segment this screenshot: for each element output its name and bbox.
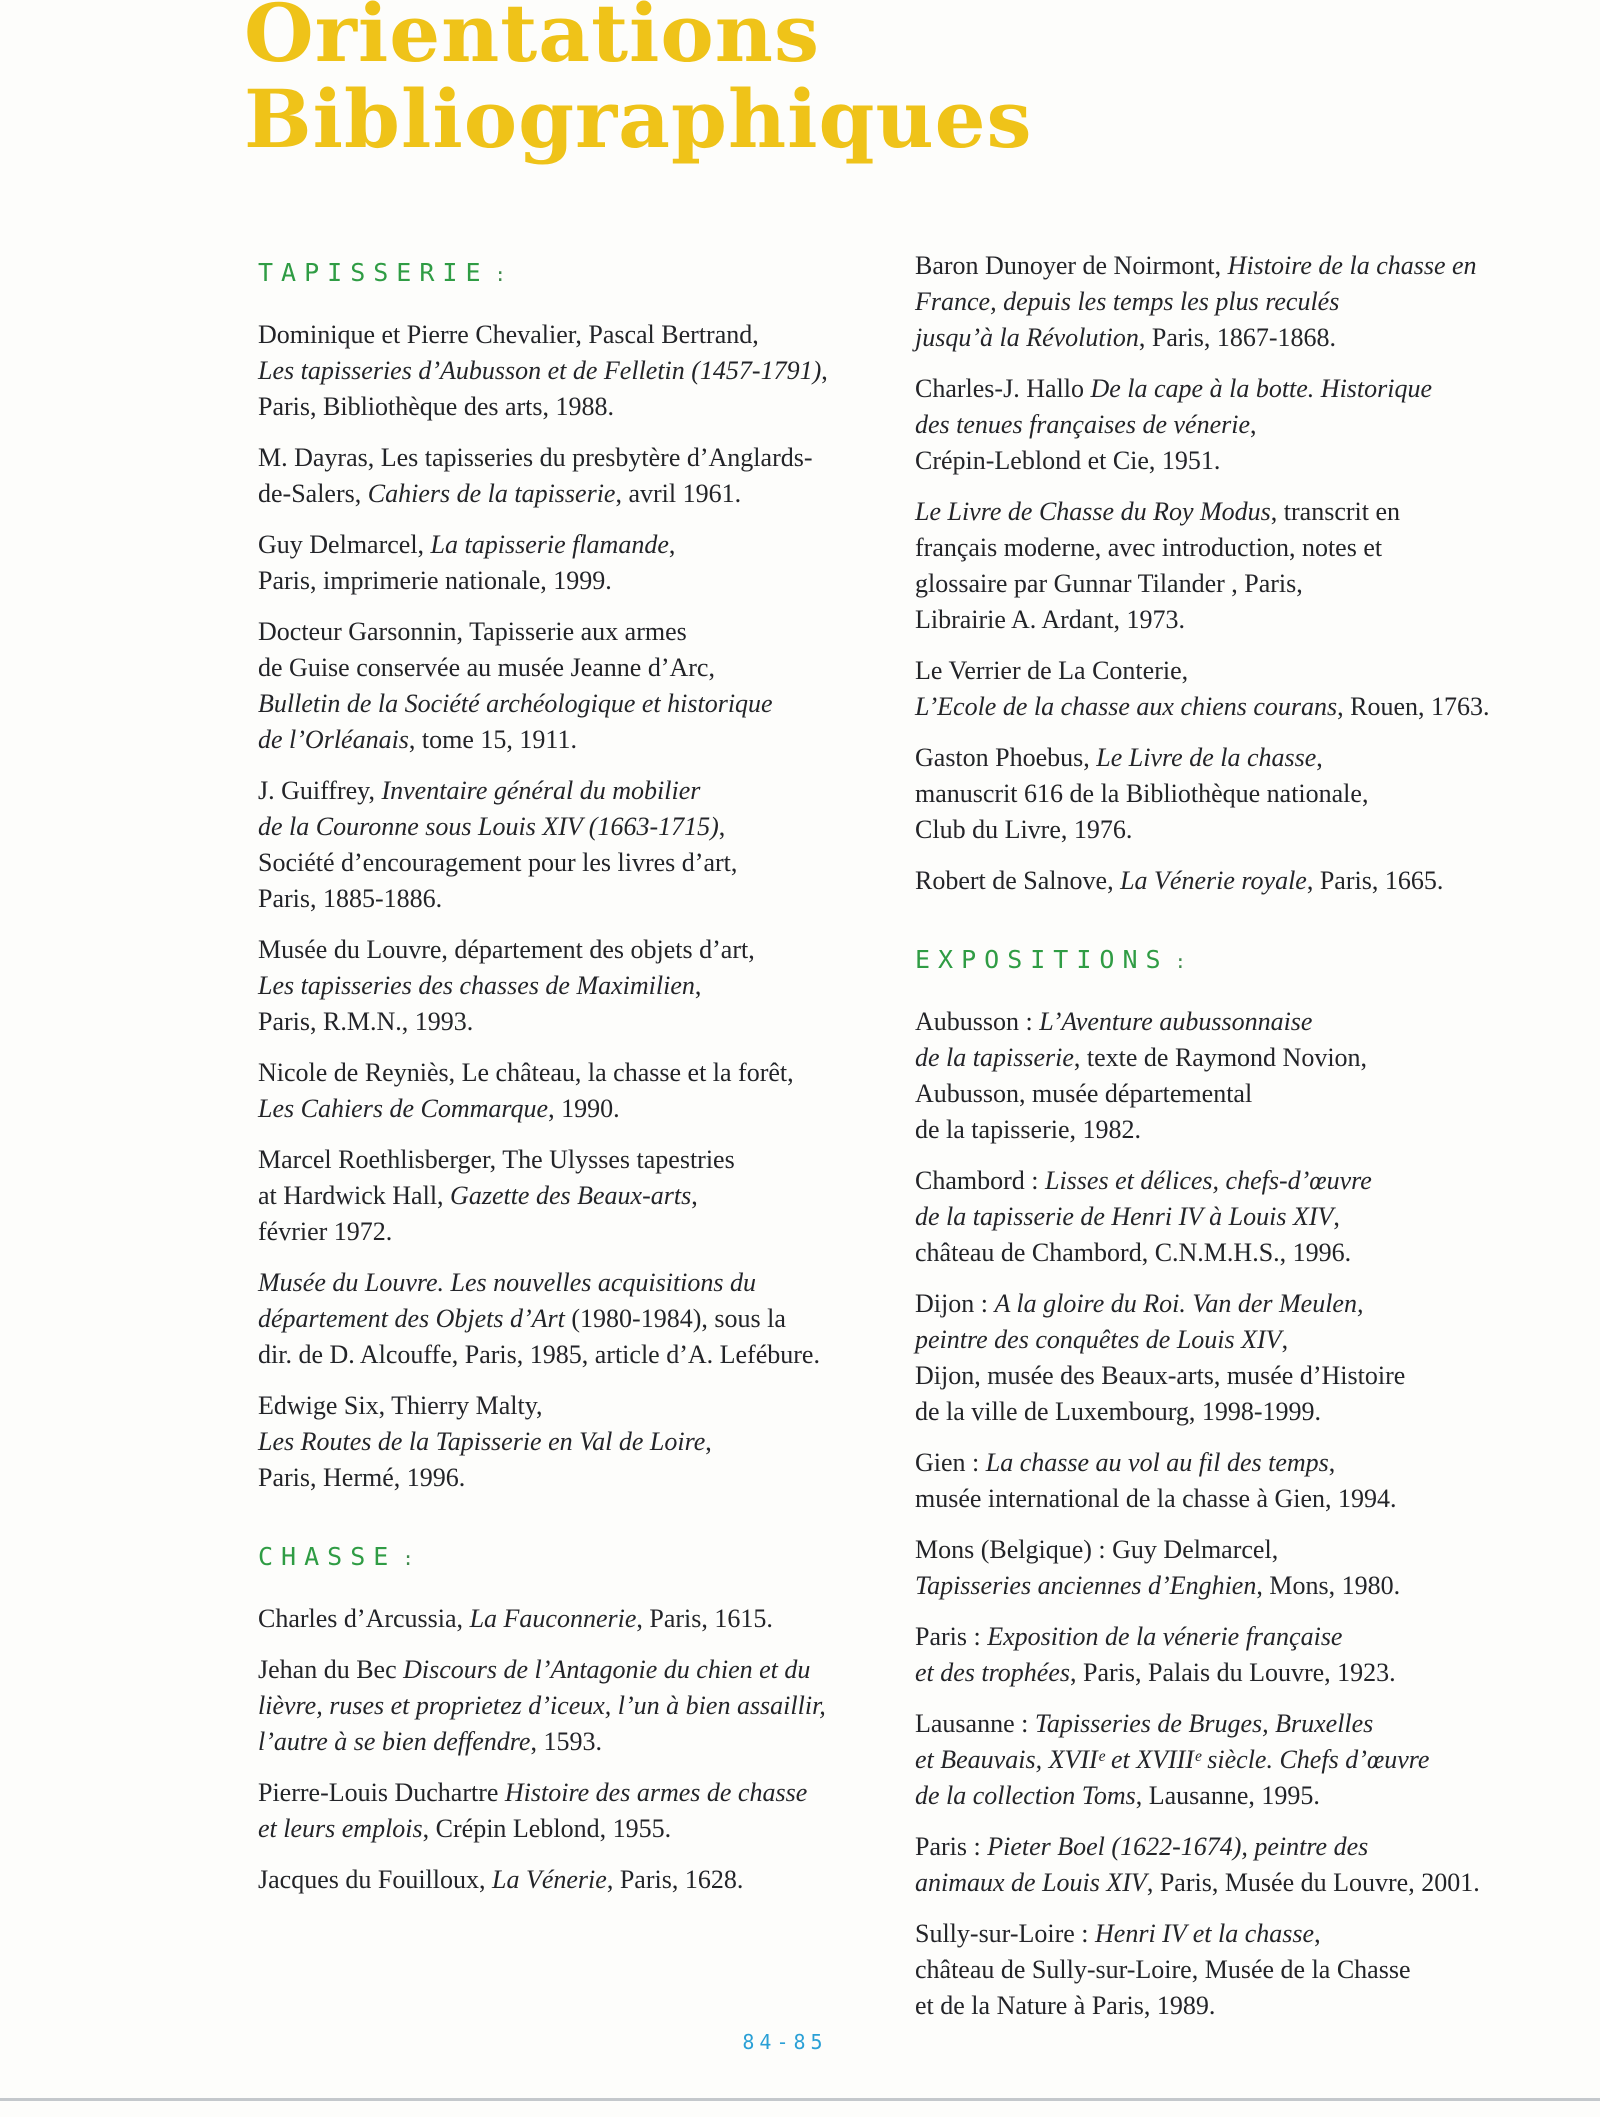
entry-line (258, 1601, 913, 1637)
entry-work-title: Bulletin de la Société archéologique et historique (258, 689, 773, 718)
entry-text: , transcrit en (1270, 497, 1401, 526)
entry-line (915, 1706, 1580, 1742)
entry-text: Paris, Bibliothèque des arts, 1988. (258, 392, 615, 421)
entry-line (258, 440, 913, 476)
entry-work-title: de la Couronne sous Louis XIV (1663-1715) (258, 812, 719, 841)
entry-work-title: département des Objets d’Art (258, 1304, 565, 1333)
bib-entry (258, 440, 913, 512)
entry-text: glossaire par Gunnar Tilander , Paris, (915, 569, 1303, 598)
entry-text: de la ville de Luxembourg, 1998-1999. (915, 1397, 1322, 1426)
entry-text: Musée du Louvre, département des objets d’art, (258, 935, 755, 964)
section-heading-tapisserie (258, 258, 913, 287)
entry-text: , Lausanne, 1995. (1135, 1781, 1320, 1810)
entry-text: Paris : (915, 1832, 988, 1861)
entry-text: Marcel Roethlisberger, The Ulysses tapestries (258, 1145, 735, 1174)
entry-work-title: Les Cahiers de Commarque (258, 1094, 549, 1123)
bib-entry (258, 773, 913, 917)
entry-work-title: La Vénerie royale (1120, 866, 1307, 895)
entry-line (915, 566, 1580, 602)
entry-line (258, 1142, 913, 1178)
entry-line (915, 284, 1580, 320)
bib-entry (258, 1388, 913, 1496)
section-heading-label: TAPISSERIE (258, 258, 489, 287)
bib-entry (915, 494, 1580, 638)
entry-text: , (691, 1181, 698, 1210)
entry-text: Société d’encouragement pour les livres d’art, (258, 848, 738, 877)
entry-work-title: Pieter Boel (1622-1674), peintre des (987, 1832, 1369, 1861)
entry-line (258, 614, 913, 650)
entry-line (258, 1004, 913, 1040)
entry-text: Edwige Six, Thierry Malty, (258, 1391, 543, 1420)
entry-text: Mons (Belgique) : Guy Delmarcel, (915, 1535, 1279, 1564)
entry-work-title: Le Livre de Chasse du Roy Modus (915, 497, 1271, 526)
bib-entry (915, 1706, 1580, 1814)
entry-line (915, 1481, 1580, 1517)
bib-entry (915, 248, 1580, 356)
section-heading-expositions (915, 945, 1580, 974)
entry-work-title: lièvre, ruses et proprietez d’iceux, l’un à bien assaillir, (258, 1691, 826, 1720)
entry-line (915, 1076, 1580, 1112)
entry-line (915, 1286, 1580, 1322)
entry-work-title: de la collection Toms (915, 1781, 1136, 1810)
entry-text: , (694, 971, 702, 1000)
entry-text: J. Guiffrey, (258, 776, 382, 805)
entry-work-title: La chasse au vol au fil des temps (985, 1448, 1329, 1477)
entry-line (915, 1199, 1580, 1235)
entry-line (258, 881, 913, 917)
entry-line (258, 932, 913, 968)
entry-line (915, 1916, 1580, 1952)
entry-text: de Guise conservée au musée Jeanne d’Arc, (258, 653, 715, 682)
entry-line (915, 1040, 1580, 1076)
entry-text: , 1593. (530, 1727, 602, 1756)
entry-line (258, 1301, 913, 1337)
entry-work-title: Gazette des Beaux-arts (450, 1181, 692, 1210)
entry-work-title: Inventaire général du mobilier (381, 776, 701, 805)
bib-entry (258, 614, 913, 758)
entry-line (915, 1112, 1580, 1148)
entry-line (258, 773, 913, 809)
entry-line (915, 1322, 1580, 1358)
entry-line (915, 602, 1580, 638)
scan-edge-line (0, 2098, 1600, 2101)
entry-work-title: peintre des conquêtes de Louis XIV (915, 1325, 1282, 1354)
page-number: 84-85 (742, 2030, 828, 2054)
entry-line (915, 1865, 1580, 1901)
entry-line (258, 1724, 913, 1760)
entry-line (915, 371, 1580, 407)
entry-text: Charles d’Arcussia, (258, 1604, 470, 1633)
entry-text: , Paris, 1615. (636, 1604, 773, 1633)
bib-entry (258, 527, 913, 599)
entry-line (915, 1619, 1580, 1655)
entry-work-title: de l’Orléanais (258, 725, 409, 754)
entry-text: et de la Nature à Paris, 1989. (915, 1991, 1216, 2020)
entry-work-title: Lisses et délices, chefs-d’œuvre (1045, 1166, 1372, 1195)
entry-work-title: Tapisseries de Bruges, Bruxelles (1034, 1709, 1374, 1738)
entry-line (258, 1091, 913, 1127)
entry-text: Gaston Phoebus, (915, 743, 1097, 772)
entry-line (915, 494, 1580, 530)
entry-work-title: Les Routes de la Tapisserie en Val de Loire (258, 1427, 706, 1456)
entry-work-title: et Beauvais, XVIIᵉ et XVIIIᵉ siècle. Chefs d’œuvre (915, 1745, 1430, 1774)
entry-work-title: de la tapisserie de Henri IV à Louis XIV (915, 1202, 1334, 1231)
bib-entry (915, 740, 1580, 848)
entry-work-title: La Fauconnerie (469, 1604, 637, 1633)
entry-text: , tome 15, 1911. (408, 725, 577, 754)
section-heading-chasse (258, 1542, 913, 1571)
entry-line (258, 1178, 913, 1214)
entry-text: Nicole de Reyniès, Le château, la chasse et la forêt, (258, 1058, 794, 1087)
entry-work-title: France, depuis les temps les plus reculés (915, 287, 1340, 316)
entry-text: , Paris, 1665. (1306, 866, 1444, 895)
entry-work-title: Histoire des armes de chasse (504, 1778, 808, 1807)
entry-work-title: de la tapisserie (915, 1043, 1074, 1072)
entry-line (915, 443, 1580, 479)
entry-text: dir. de D. Alcouffe, Paris, 1985, article d’A. Lefébure. (258, 1340, 820, 1369)
entry-work-title: des tenues françaises de vénerie (915, 410, 1251, 439)
bib-entry (915, 863, 1580, 899)
entry-line (258, 1265, 913, 1301)
entry-line (258, 845, 913, 881)
entry-line (258, 527, 913, 563)
entry-text: , (1328, 1448, 1336, 1477)
entry-text: Jehan du Bec (258, 1655, 404, 1684)
entry-work-title: L’Aventure aubussonnaise (1039, 1007, 1313, 1036)
entry-line (258, 1460, 913, 1496)
bib-entry (258, 932, 913, 1040)
entry-text: Chambord : (915, 1166, 1045, 1195)
entry-work-title: La Vénerie (492, 1865, 607, 1894)
entry-text: Librairie A. Ardant, 1973. (915, 605, 1186, 634)
entry-text: , (1316, 743, 1323, 772)
entry-text: Lausanne : (915, 1709, 1035, 1738)
entry-text: Le Verrier de La Conterie, (915, 656, 1189, 685)
entry-text: , (1281, 1325, 1289, 1354)
entry-line (258, 968, 913, 1004)
entry-work-title: De la cape à la botte. Historique (1090, 374, 1433, 403)
entry-work-title: Discours de l’Antagonie du chien et du (403, 1655, 811, 1684)
entry-text: , Paris, 1867-1868. (1138, 323, 1337, 352)
entry-line (915, 1163, 1580, 1199)
entry-line (258, 1055, 913, 1091)
entry-text: , (668, 530, 676, 559)
entry-line (915, 1358, 1580, 1394)
entry-work-title: Les tapisseries des chasses de Maximilien (258, 971, 695, 1000)
entry-text: , avril 1961. (615, 479, 742, 508)
section-heading-colon: : (494, 264, 506, 286)
entry-text: Paris, imprimerie nationale, 1999. (258, 566, 612, 595)
page-title-line-1: Orientations (244, 0, 820, 80)
entry-text: (1980-1984), sous la (564, 1304, 786, 1333)
entry-line (915, 776, 1580, 812)
entry-line (915, 1988, 1580, 2024)
bib-entry (915, 1163, 1580, 1271)
entry-line (915, 1004, 1580, 1040)
entry-text: , Paris, Musée du Louvre, 2001. (1146, 1868, 1480, 1897)
entry-text: février 1972. (258, 1217, 393, 1246)
entry-text: Charles-J. Hallo (915, 374, 1091, 403)
entry-line (258, 1388, 913, 1424)
entry-line (915, 530, 1580, 566)
entry-text: , 1990. (548, 1094, 620, 1123)
entry-text: , Rouen, 1763. (1337, 692, 1490, 721)
entry-text: Aubusson, musée départemental (915, 1079, 1253, 1108)
entry-text: Pierre-Louis Duchartre (258, 1778, 505, 1807)
entry-line (258, 1424, 913, 1460)
entry-text: at Hardwick Hall, (258, 1181, 451, 1210)
entry-line (915, 1655, 1580, 1691)
entry-work-title: jusqu’à la Révolution (915, 323, 1139, 352)
entry-work-title: l’autre à se bien deffendre (258, 1727, 531, 1756)
entry-work-title: La tapisserie flamande (430, 530, 669, 559)
entry-line (915, 689, 1580, 725)
entry-text: manuscrit 616 de la Bibliothèque nationale, (915, 779, 1369, 808)
entry-text: Crépin-Leblond et Cie, 1951. (915, 446, 1221, 475)
entry-text: Robert de Salnove, (915, 866, 1121, 895)
entry-line (915, 1742, 1580, 1778)
page-title (244, 0, 1033, 166)
entry-line (258, 809, 913, 845)
entry-work-title: et leurs emplois (258, 1814, 423, 1843)
entry-text: Dominique et Pierre Chevalier, Pascal Bertrand, (258, 320, 759, 349)
entry-text: , Paris, Palais du Louvre, 1923. (1070, 1658, 1396, 1687)
bib-entry (915, 1445, 1580, 1517)
entry-text: Club du Livre, 1976. (915, 815, 1133, 844)
entry-line (915, 1394, 1580, 1430)
bib-entry (915, 371, 1580, 479)
section-heading-colon: : (1174, 951, 1187, 973)
entry-work-title: A la gloire du Roi. Van der Meulen, (994, 1289, 1364, 1318)
entry-work-title: Cahiers de la tapisserie (367, 479, 616, 508)
entry-line (258, 1337, 913, 1373)
entry-work-title: Exposition de la vénerie française (987, 1622, 1343, 1651)
entry-work-title: Henri IV et la chasse (1095, 1919, 1315, 1948)
entry-text: Baron Dunoyer de Noirmont, (915, 251, 1228, 280)
entry-line (258, 563, 913, 599)
entry-text: château de Chambord, C.N.M.H.S., 1996. (915, 1238, 1352, 1267)
bib-entry (915, 653, 1580, 725)
entry-text: français moderne, avec introduction, notes et (915, 533, 1383, 562)
entry-text: Jacques du Fouilloux, (258, 1865, 492, 1894)
entry-line (258, 1811, 913, 1847)
entry-text: Paris : (915, 1622, 988, 1651)
entry-line (258, 722, 913, 758)
section-heading-colon: : (402, 1548, 414, 1570)
entry-text: château de Sully-sur-Loire, Musée de la Chasse (915, 1955, 1411, 1984)
bib-entry (258, 1862, 913, 1898)
bib-entry (915, 1619, 1580, 1691)
entry-line (915, 1532, 1580, 1568)
entry-line (258, 1652, 913, 1688)
entry-text: Paris, R.M.N., 1993. (258, 1007, 474, 1036)
entry-line (915, 1778, 1580, 1814)
entry-line (915, 248, 1580, 284)
entry-work-title: Tapisseries anciennes d’Enghien (915, 1571, 1257, 1600)
entry-text: , (1314, 1919, 1321, 1948)
entry-text: , (718, 812, 726, 841)
section-heading-label: EXPOSITIONS (915, 945, 1169, 974)
entry-text: Sully-sur-Loire : (915, 1919, 1096, 1948)
entry-text: Docteur Garsonnin, Tapisserie aux armes (258, 617, 687, 646)
bib-entry (258, 1055, 913, 1127)
entry-text: , Mons, 1980. (1256, 1571, 1401, 1600)
entry-line (258, 476, 913, 512)
entry-line (915, 740, 1580, 776)
entry-line (258, 1862, 913, 1898)
entry-line (915, 653, 1580, 689)
entry-line (258, 686, 913, 722)
entry-text: Dijon, musée des Beaux-arts, musée d’Histoire (915, 1361, 1406, 1390)
entry-line (258, 1775, 913, 1811)
section-heading-label: CHASSE (258, 1542, 397, 1571)
entry-text: de la tapisserie, 1982. (915, 1115, 1141, 1144)
entry-line (915, 407, 1580, 443)
entry-line (258, 353, 913, 389)
bib-entry (258, 1265, 913, 1373)
entry-line (915, 1829, 1580, 1865)
entry-work-title: et des trophées (915, 1658, 1070, 1687)
entry-work-title: Les tapisseries d’Aubusson et de Felletin (1457-1791) (258, 356, 822, 385)
entry-text: , (705, 1427, 712, 1456)
entry-text: , (821, 356, 828, 385)
entry-text: , Paris, 1628. (606, 1865, 744, 1894)
entry-text: Paris, Hermé, 1996. (258, 1463, 466, 1492)
entry-line (258, 317, 913, 353)
bib-entry (915, 1829, 1580, 1901)
entry-text: Aubusson : (915, 1007, 1040, 1036)
bib-entry (915, 1532, 1580, 1604)
entry-work-title: Le Livre de la chasse (1096, 743, 1317, 772)
bib-entry (258, 1601, 913, 1637)
entry-line (258, 389, 913, 425)
entry-line (915, 320, 1580, 356)
bib-entry (258, 317, 913, 425)
entry-text: Paris, 1885-1886. (258, 884, 443, 913)
entry-line (915, 812, 1580, 848)
entry-text: , Crépin Leblond, 1955. (422, 1814, 672, 1843)
entry-text: de-Salers, (258, 479, 368, 508)
entry-work-title: L’Ecole de la chasse aux chiens courans (915, 692, 1338, 721)
entry-text: musée international de la chasse à Gien, 1994. (915, 1484, 1397, 1513)
entry-text: M. Dayras, Les tapisseries du presbytère d’Anglards- (258, 443, 813, 472)
bib-entry (915, 1916, 1580, 2024)
entry-line (915, 1445, 1580, 1481)
bib-entry (915, 1004, 1580, 1148)
entry-work-title: Histoire de la chasse en (1227, 251, 1477, 280)
entry-text: , texte de Raymond Novion, (1073, 1043, 1368, 1072)
entry-text: , (1250, 410, 1257, 439)
entry-text: Guy Delmarcel, (258, 530, 431, 559)
entry-work-title: animaux de Louis XIV (915, 1868, 1147, 1897)
entry-text: Gien : (915, 1448, 986, 1477)
entry-line (915, 1568, 1580, 1604)
entry-text: , (1333, 1202, 1340, 1231)
entry-line (258, 1214, 913, 1250)
entry-line (258, 1688, 913, 1724)
entry-work-title: Musée du Louvre. Les nouvelles acquisitions du (258, 1268, 757, 1297)
entry-line (258, 650, 913, 686)
entry-line (915, 1235, 1580, 1271)
bibliography-column-left (258, 258, 913, 1913)
entry-text: Dijon : (915, 1289, 995, 1318)
bib-entry (258, 1652, 913, 1760)
page-title-line-2: Bibliographiques (244, 72, 1033, 166)
bib-entry (258, 1142, 913, 1250)
entry-line (915, 1952, 1580, 1988)
bibliography-column-right (915, 248, 1580, 2039)
bib-entry (915, 1286, 1580, 1430)
bib-entry (258, 1775, 913, 1847)
entry-line (915, 863, 1580, 899)
